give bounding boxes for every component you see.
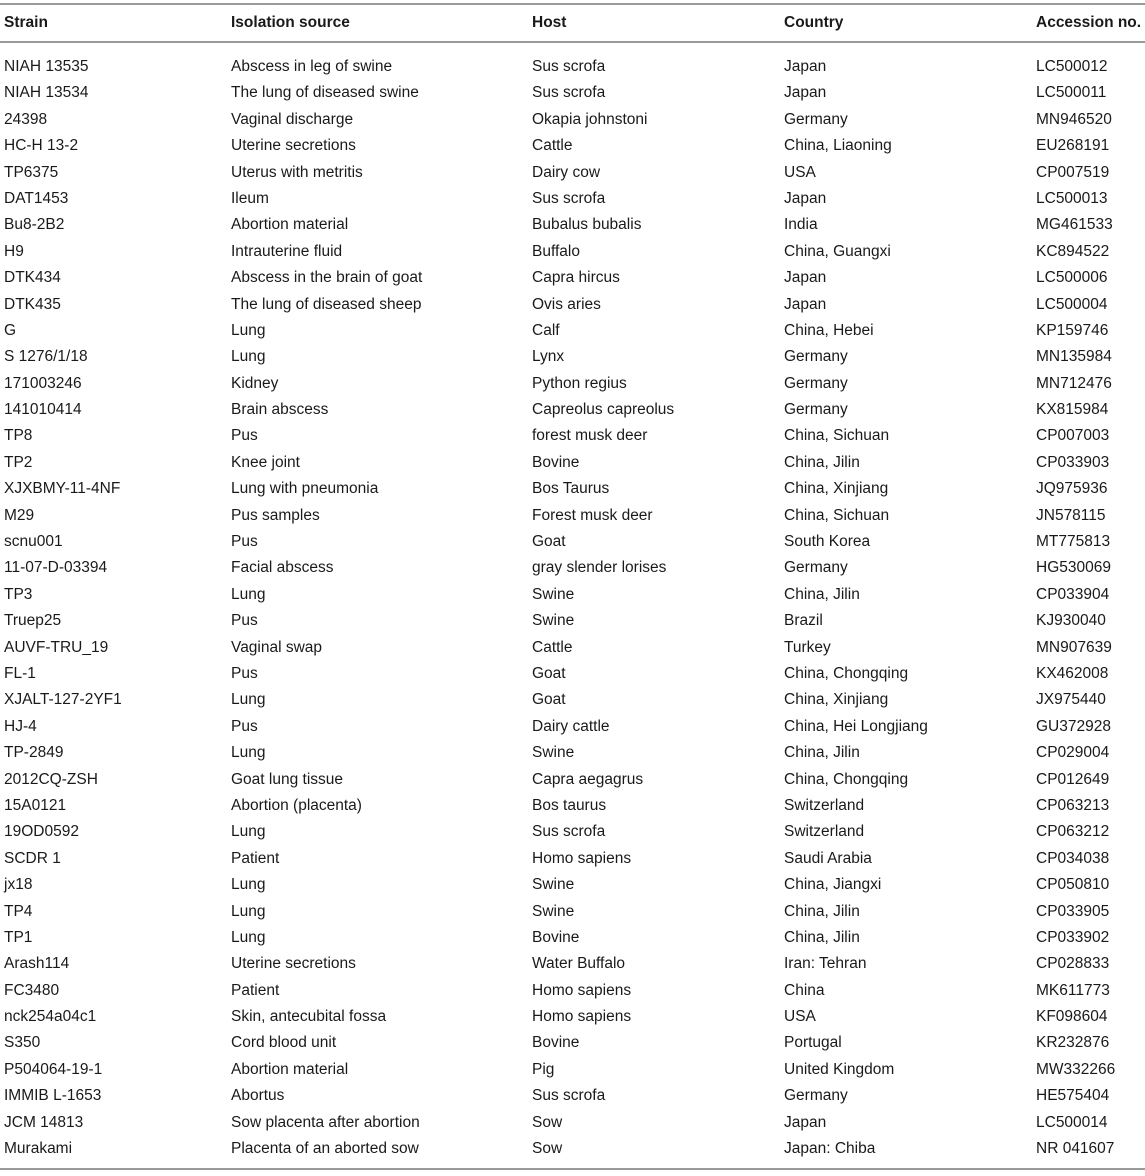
- cell-strain: FL-1: [4, 664, 36, 682]
- cell-isolation-source: Lung: [231, 691, 266, 709]
- cell-accession-no: GU372928: [1036, 717, 1111, 735]
- cell-strain: XJXBMY-11-4NF: [4, 480, 121, 498]
- cell-accession-no: NR 041607: [1036, 1140, 1115, 1158]
- cell-accession-no: CP007003: [1036, 427, 1110, 445]
- cell-isolation-source: Patient: [231, 981, 280, 999]
- cell-accession-no: KX815984: [1036, 401, 1109, 419]
- cell-isolation-source: Ileum: [231, 189, 269, 207]
- table-row: [0, 582, 1145, 608]
- cell-host: Goat: [532, 691, 566, 709]
- cell-country: South Korea: [784, 533, 871, 551]
- cell-country: China, Jilin: [784, 585, 860, 603]
- cell-strain: SCDR 1: [4, 849, 61, 867]
- table-row: [0, 661, 1145, 687]
- table-row: [0, 819, 1145, 845]
- cell-strain: TP4: [4, 902, 33, 920]
- cell-accession-no: CP034038: [1036, 849, 1110, 867]
- cell-country: China, Xinjiang: [784, 691, 889, 709]
- cell-country: China, Jilin: [784, 453, 860, 471]
- cell-strain: H9: [4, 242, 24, 260]
- cell-isolation-source: The lung of diseased swine: [231, 84, 419, 102]
- cell-isolation-source: Sow placenta after abortion: [231, 1113, 420, 1131]
- cell-country: Japan: Chiba: [784, 1140, 876, 1158]
- cell-host: Ovis aries: [532, 295, 601, 313]
- header-strain: Strain: [4, 14, 48, 31]
- cell-strain: XJALT-127-2YF1: [4, 691, 122, 709]
- cell-strain: P504064-19-1: [4, 1060, 103, 1078]
- cell-host: Dairy cow: [532, 163, 601, 181]
- cell-isolation-source: Lung with pneumonia: [231, 480, 379, 498]
- cell-country: Germany: [784, 348, 848, 366]
- cell-country: China: [784, 981, 825, 999]
- cell-host: gray slender lorises: [532, 559, 667, 577]
- cell-accession-no: KF098604: [1036, 1008, 1108, 1026]
- cell-strain: NIAH 13534: [4, 84, 89, 102]
- cell-accession-no: MG461533: [1036, 216, 1113, 234]
- cell-country: Switzerland: [784, 796, 865, 814]
- cell-host: forest musk deer: [532, 427, 648, 445]
- cell-isolation-source: Placenta of an aborted sow: [231, 1140, 419, 1158]
- table-row: [0, 476, 1145, 502]
- cell-host: Sow: [532, 1140, 563, 1158]
- cell-isolation-source: Pus: [231, 664, 258, 682]
- cell-country: China, Sichuan: [784, 506, 890, 524]
- cell-accession-no: LC500004: [1036, 295, 1108, 313]
- cell-strain: TP3: [4, 585, 33, 603]
- table-row: [0, 687, 1145, 713]
- cell-host: Capreolus capreolus: [532, 401, 675, 419]
- cell-isolation-source: Facial abscess: [231, 559, 334, 577]
- table-row: [0, 107, 1145, 133]
- table-row: [0, 371, 1145, 397]
- cell-country: Japan: [784, 189, 827, 207]
- cell-isolation-source: Lung: [231, 348, 266, 366]
- cell-accession-no: LC500013: [1036, 189, 1108, 207]
- cell-isolation-source: Pus samples: [231, 506, 320, 524]
- cell-isolation-source: Brain abscess: [231, 401, 329, 419]
- cell-country: Brazil: [784, 612, 823, 630]
- table-header-rule: [0, 41, 1145, 43]
- cell-strain: NIAH 13535: [4, 58, 89, 75]
- cell-accession-no: KX462008: [1036, 664, 1109, 682]
- cell-host: Capra aegagrus: [532, 770, 644, 788]
- cell-strain: Bu8-2B2: [4, 216, 65, 234]
- cell-isolation-source: Lung: [231, 928, 266, 946]
- cell-isolation-source: Abortion material: [231, 1060, 349, 1078]
- cell-accession-no: MN712476: [1036, 374, 1112, 392]
- cell-strain: HC-H 13-2: [4, 137, 79, 155]
- cell-host: Goat: [532, 533, 566, 551]
- cell-host: Calf: [532, 321, 560, 339]
- cell-accession-no: CP033902: [1036, 928, 1110, 946]
- cell-isolation-source: Cord blood unit: [231, 1034, 337, 1052]
- table-bottom-rule: [0, 1168, 1145, 1170]
- cell-accession-no: EU268191: [1036, 137, 1110, 155]
- table-body: [0, 54, 1145, 1162]
- cell-isolation-source: Lung: [231, 585, 266, 603]
- cell-host: Sow: [532, 1113, 563, 1131]
- table-row: [0, 925, 1145, 951]
- table-row: [0, 793, 1145, 819]
- cell-accession-no: CP033904: [1036, 585, 1110, 603]
- table-row: [0, 54, 1145, 80]
- table-row: [0, 767, 1145, 793]
- cell-accession-no: LC500014: [1036, 1113, 1108, 1131]
- cell-country: Saudi Arabia: [784, 849, 872, 867]
- cell-country: China, Jilin: [784, 928, 860, 946]
- cell-accession-no: CP033905: [1036, 902, 1110, 920]
- cell-strain: TP1: [4, 928, 33, 946]
- cell-accession-no: JQ975936: [1036, 480, 1108, 498]
- table-row: [0, 1083, 1145, 1109]
- table-row: [0, 1110, 1145, 1136]
- cell-accession-no: CP063213: [1036, 796, 1110, 814]
- cell-country: Germany: [784, 401, 848, 419]
- cell-country: Turkey: [784, 638, 831, 656]
- cell-isolation-source: Uterus with metritis: [231, 163, 363, 181]
- table-row: [0, 212, 1145, 238]
- cell-country: Germany: [784, 1087, 848, 1105]
- cell-accession-no: JN578115: [1036, 506, 1106, 524]
- cell-isolation-source: Patient: [231, 849, 280, 867]
- table-row: [0, 978, 1145, 1004]
- cell-isolation-source: Pus: [231, 427, 258, 445]
- table-row: [0, 318, 1145, 344]
- cell-isolation-source: Pus: [231, 717, 258, 735]
- cell-country: China, Xinjiang: [784, 480, 889, 498]
- table-row: [0, 899, 1145, 925]
- table-row: [0, 160, 1145, 186]
- cell-accession-no: CP028833: [1036, 955, 1110, 973]
- cell-host: Bovine: [532, 1034, 580, 1052]
- cell-accession-no: LC500011: [1036, 84, 1107, 102]
- cell-isolation-source: Abortus: [231, 1087, 285, 1105]
- header-accession-no: Accession no.: [1036, 14, 1142, 31]
- cell-host: Homo sapiens: [532, 1008, 632, 1026]
- cell-accession-no: MN907639: [1036, 638, 1112, 656]
- table-row: [0, 133, 1145, 159]
- cell-host: Cattle: [532, 137, 573, 155]
- cell-host: Bos taurus: [532, 796, 607, 814]
- cell-strain: IMMIB L-1653: [4, 1087, 102, 1105]
- cell-strain: 24398: [4, 110, 48, 128]
- cell-host: Swine: [532, 744, 575, 762]
- cell-country: Switzerland: [784, 823, 865, 841]
- cell-country: China, Liaoning: [784, 137, 892, 155]
- cell-strain: HJ-4: [4, 717, 37, 735]
- cell-strain: TP8: [4, 427, 33, 445]
- cell-country: China, Jilin: [784, 744, 860, 762]
- cell-country: China, Jilin: [784, 902, 860, 920]
- table-row: [0, 344, 1145, 370]
- cell-host: Forest musk deer: [532, 506, 653, 524]
- cell-country: China, Jiangxi: [784, 876, 882, 894]
- table-row: [0, 80, 1145, 106]
- table-row: [0, 714, 1145, 740]
- cell-country: Japan: [784, 58, 827, 75]
- cell-isolation-source: Pus: [231, 612, 258, 630]
- cell-accession-no: HG530069: [1036, 559, 1111, 577]
- table-row: [0, 740, 1145, 766]
- cell-country: Japan: [784, 1113, 827, 1131]
- table-row: [0, 846, 1145, 872]
- cell-strain: nck254a04c1: [4, 1008, 97, 1026]
- table-row: [0, 265, 1145, 291]
- cell-country: Japan: [784, 269, 827, 287]
- cell-accession-no: KC894522: [1036, 242, 1110, 260]
- cell-strain: S350: [4, 1034, 41, 1052]
- cell-strain: Murakami: [4, 1140, 73, 1158]
- cell-isolation-source: Intrauterine fluid: [231, 242, 343, 260]
- cell-accession-no: MT775813: [1036, 533, 1111, 551]
- cell-strain: G: [4, 321, 17, 339]
- cell-isolation-source: Kidney: [231, 374, 279, 392]
- cell-isolation-source: Pus: [231, 533, 258, 551]
- cell-isolation-source: Vaginal discharge: [231, 110, 354, 128]
- cell-isolation-source: Uterine secretions: [231, 955, 356, 973]
- cell-accession-no: CP007519: [1036, 163, 1110, 181]
- table-header-row: [0, 5, 1145, 41]
- table-row: [0, 186, 1145, 212]
- cell-country: China, Guangxi: [784, 242, 891, 260]
- cell-host: Swine: [532, 902, 575, 920]
- cell-strain: AUVF-TRU_19: [4, 638, 109, 656]
- cell-isolation-source: Knee joint: [231, 453, 300, 471]
- cell-isolation-source: Skin, antecubital fossa: [231, 1008, 387, 1026]
- header-country: Country: [784, 14, 844, 31]
- cell-strain: DAT1453: [4, 189, 69, 207]
- cell-accession-no: KR232876: [1036, 1034, 1110, 1052]
- table-row: [0, 397, 1145, 423]
- cell-host: Okapia johnstoni: [532, 110, 648, 128]
- cell-strain: 141010414: [4, 401, 82, 419]
- cell-isolation-source: Lung: [231, 823, 266, 841]
- cell-isolation-source: Abscess in the brain of goat: [231, 269, 423, 287]
- cell-accession-no: MN135984: [1036, 348, 1112, 366]
- cell-country: USA: [784, 163, 816, 181]
- cell-host: Swine: [532, 876, 575, 894]
- cell-host: Bubalus bubalis: [532, 216, 642, 234]
- header-host: Host: [532, 14, 567, 31]
- cell-host: Homo sapiens: [532, 849, 632, 867]
- cell-host: Python regius: [532, 374, 627, 392]
- cell-isolation-source: Lung: [231, 902, 266, 920]
- cell-strain: scnu001: [4, 533, 63, 551]
- cell-strain: jx18: [4, 876, 33, 894]
- table-row: [0, 555, 1145, 581]
- cell-accession-no: CP050810: [1036, 876, 1110, 894]
- cell-host: Lynx: [532, 348, 565, 366]
- table-row: [0, 423, 1145, 449]
- cell-isolation-source: Abortion material: [231, 216, 349, 234]
- cell-strain: DTK435: [4, 295, 61, 313]
- cell-accession-no: KP159746: [1036, 321, 1109, 339]
- table-row: [0, 239, 1145, 265]
- cell-host: Sus scrofa: [532, 58, 606, 75]
- cell-strain: M29: [4, 506, 35, 524]
- cell-accession-no: KJ930040: [1036, 612, 1106, 630]
- cell-accession-no: CP012649: [1036, 770, 1110, 788]
- table-row: [0, 1136, 1145, 1162]
- cell-strain: 171003246: [4, 374, 82, 392]
- cell-host: Bovine: [532, 928, 580, 946]
- header-isolation-source: Isolation source: [231, 14, 350, 31]
- cell-country: Japan: [784, 295, 827, 313]
- cell-strain: TP2: [4, 453, 33, 471]
- cell-country: United Kingdom: [784, 1060, 895, 1078]
- cell-strain: Truep25: [4, 612, 62, 630]
- table-row: [0, 1004, 1145, 1030]
- table-row: [0, 503, 1145, 529]
- cell-country: Germany: [784, 559, 848, 577]
- cell-host: Sus scrofa: [532, 823, 606, 841]
- cell-host: Homo sapiens: [532, 981, 632, 999]
- cell-host: Pig: [532, 1060, 555, 1078]
- cell-accession-no: JX975440: [1036, 691, 1106, 709]
- cell-host: Sus scrofa: [532, 84, 606, 102]
- cell-strain: TP-2849: [4, 744, 64, 762]
- cell-accession-no: MK611773: [1036, 981, 1110, 999]
- cell-country: Iran: Tehran: [784, 955, 867, 973]
- cell-accession-no: CP029004: [1036, 744, 1110, 762]
- cell-host: Bos Taurus: [532, 480, 610, 498]
- cell-isolation-source: Uterine secretions: [231, 137, 356, 155]
- cell-host: Bovine: [532, 453, 580, 471]
- cell-host: Sus scrofa: [532, 189, 606, 207]
- cell-country: Germany: [784, 110, 848, 128]
- cell-accession-no: CP063212: [1036, 823, 1110, 841]
- cell-country: Japan: [784, 84, 827, 102]
- table-row: [0, 608, 1145, 634]
- cell-country: China, Sichuan: [784, 427, 890, 445]
- cell-host: Goat: [532, 664, 566, 682]
- cell-accession-no: MN946520: [1036, 110, 1112, 128]
- cell-isolation-source: Vaginal swap: [231, 638, 323, 656]
- cell-accession-no: HE575404: [1036, 1087, 1110, 1105]
- cell-country: China, Hebei: [784, 321, 874, 339]
- cell-host: Cattle: [532, 638, 573, 656]
- cell-country: China, Hei Longjiang: [784, 717, 928, 735]
- cell-strain: JCM 14813: [4, 1113, 84, 1131]
- cell-isolation-source: Lung: [231, 321, 266, 339]
- cell-strain: Arash114: [4, 955, 70, 973]
- table-row: [0, 1030, 1145, 1056]
- cell-isolation-source: Abortion (placenta): [231, 796, 362, 814]
- cell-accession-no: CP033903: [1036, 453, 1110, 471]
- table-row: [0, 1057, 1145, 1083]
- cell-host: Swine: [532, 612, 575, 630]
- cell-strain: 11-07-D-03394: [4, 559, 108, 577]
- cell-isolation-source: Goat lung tissue: [231, 770, 344, 788]
- cell-isolation-source: Abscess in leg of swine: [231, 58, 393, 75]
- cell-host: Buffalo: [532, 242, 580, 260]
- cell-isolation-source: The lung of diseased sheep: [231, 295, 422, 313]
- cell-strain: 19OD0592: [4, 823, 79, 841]
- table-row: [0, 635, 1145, 661]
- cell-country: India: [784, 216, 818, 234]
- cell-host: Sus scrofa: [532, 1087, 606, 1105]
- cell-host: Dairy cattle: [532, 717, 610, 735]
- cell-strain: TP6375: [4, 163, 59, 181]
- cell-accession-no: MW332266: [1036, 1060, 1116, 1078]
- cell-isolation-source: Lung: [231, 876, 266, 894]
- cell-country: Germany: [784, 374, 848, 392]
- cell-strain: FC3480: [4, 981, 60, 999]
- table-row: [0, 872, 1145, 898]
- cell-isolation-source: Lung: [231, 744, 266, 762]
- cell-strain: 15A0121: [4, 796, 67, 814]
- cell-accession-no: LC500012: [1036, 58, 1108, 75]
- table-row: [0, 529, 1145, 555]
- table-row: [0, 292, 1145, 318]
- cell-host: Water Buffalo: [532, 955, 626, 973]
- cell-country: China, Chongqing: [784, 664, 909, 682]
- table-row: [0, 450, 1145, 476]
- cell-host: Swine: [532, 585, 575, 603]
- cell-country: USA: [784, 1008, 816, 1026]
- cell-host: Capra hircus: [532, 269, 620, 287]
- table-row: [0, 951, 1145, 977]
- cell-country: Portugal: [784, 1034, 842, 1052]
- cell-strain: S 1276/1/18: [4, 348, 88, 366]
- cell-accession-no: LC500006: [1036, 269, 1108, 287]
- cell-strain: 2012CQ-ZSH: [4, 770, 98, 788]
- cell-strain: DTK434: [4, 269, 61, 287]
- cell-country: China, Chongqing: [784, 770, 909, 788]
